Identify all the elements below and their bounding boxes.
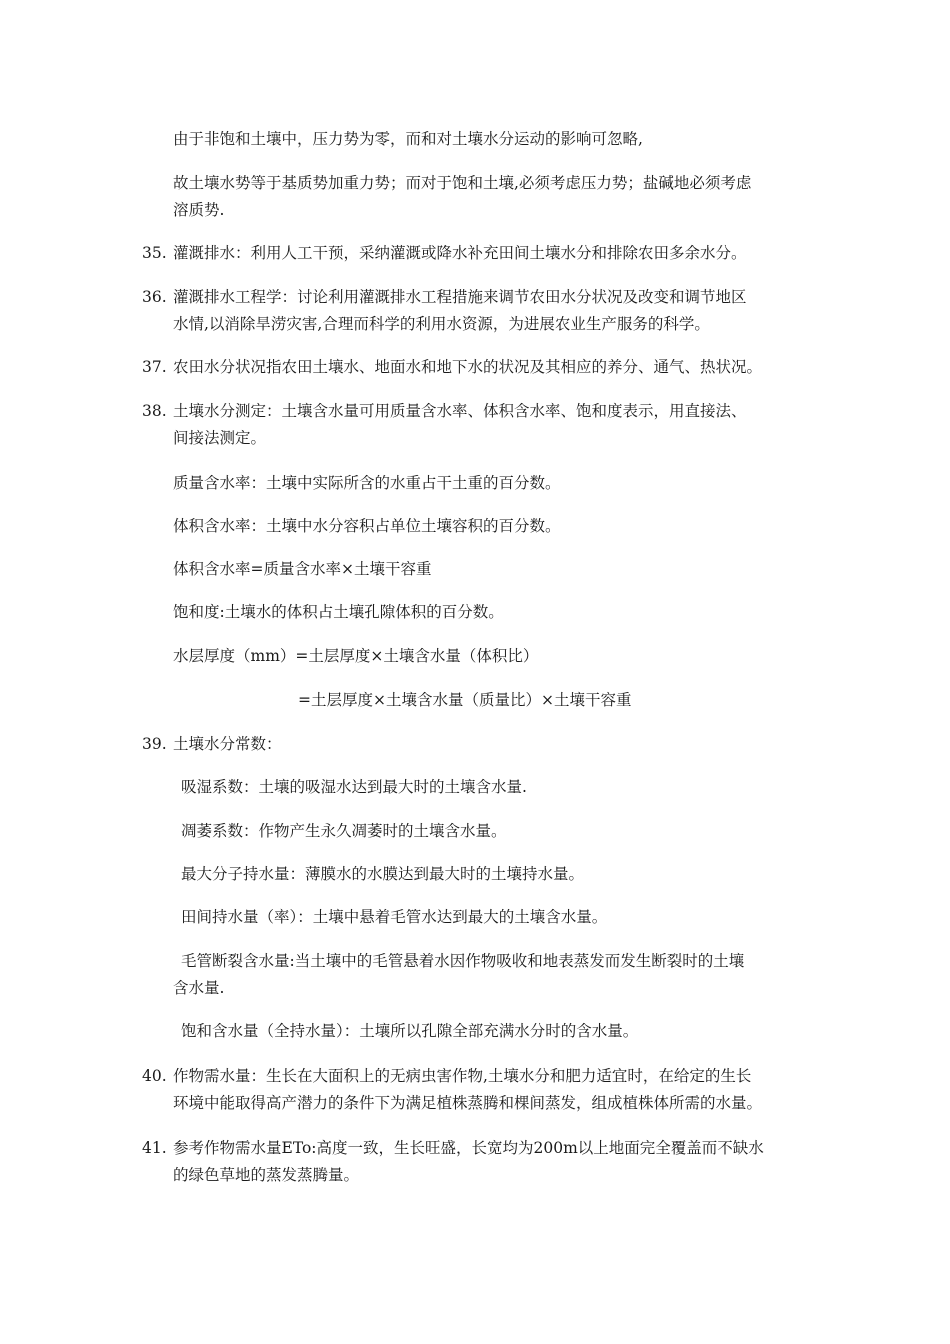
item-text: 凋萎系数：作物产生永久凋萎时的土壤含水量。 — [181, 822, 507, 840]
item-text: 饱和度:土壤水的体积占土壤孔隙体积的百分数。 — [173, 603, 504, 621]
item-text: 灌溉排水工程学：讨论利用灌溉排水工程措施来调节农田水分状况及改变和调节地区 — [173, 288, 747, 306]
item-number: 35. — [142, 244, 167, 262]
item-text: 吸湿系数：土壤的吸湿水达到最大时的土壤含水量. — [181, 778, 527, 796]
item-number: 37. — [142, 358, 167, 376]
item-text: 土壤水分常数： — [173, 735, 282, 753]
formula-text: 体积含水率=质量含水率×土壤干容重 — [173, 560, 432, 578]
paragraph-text: 溶质势. — [173, 201, 225, 219]
item-text: 质量含水率：土壤中实际所含的水重占干土重的百分数。 — [173, 474, 561, 492]
item-text: 作物需水量：生长在大面积上的无病虫害作物,土壤水分和肥力适宜时，在给定的生长 — [173, 1067, 752, 1085]
item-number: 38. — [142, 402, 167, 420]
item-text: 农田水分状况指农田土壤水、地面水和地下水的状况及其相应的养分、通气、热状况。 — [173, 358, 763, 376]
item-number: 39. — [142, 735, 167, 753]
item-text: 田间持水量（率）：土壤中悬着毛管水达到最大的土壤含水量。 — [181, 908, 608, 926]
item-text: 土壤水分测定：土壤含水量可用质量含水率、体积含水率、饱和度表示，用直接法、 — [173, 402, 747, 420]
item-text: 的绿色草地的蒸发蒸腾量。 — [173, 1166, 360, 1184]
item-text: 间接法测定。 — [173, 429, 267, 447]
item-text: 水情,以消除旱涝灾害,合理而科学的利用水资源，为进展农业生产服务的科学。 — [173, 315, 710, 333]
item-text: 环境中能取得高产潜力的条件下为满足植株蒸腾和棵间蒸发，组成植株体所需的水量。 — [173, 1094, 763, 1112]
formula-text: =土层厚度×土壤含水量（质量比）×土壤干容重 — [298, 691, 632, 709]
paragraph-text: 故土壤水势等于基质势加重力势；而对于饱和土壤,必须考虑压力势；盐碱地必须考虑 — [173, 174, 752, 192]
formula-text: 水层厚度（mm）=土层厚度×土壤含水量（体积比） — [173, 647, 539, 665]
item-text: 体积含水率：土壤中水分容积占单位土壤容积的百分数。 — [173, 517, 561, 535]
item-text: 毛管断裂含水量:当土壤中的毛管悬着水因作物吸收和地表蒸发而发生断裂时的土壤 — [181, 952, 745, 970]
item-number: 36. — [142, 288, 167, 306]
item-text: 参考作物需水量ETo:高度一致，生长旺盛，长宽均为200m以上地面完全覆盖而不缺水 — [173, 1139, 764, 1157]
item-text: 灌溉排水：利用人工干预，采纳灌溉或降水补充田间土壤水分和排除农田多余水分。 — [173, 244, 747, 262]
paragraph-text: 由于非饱和土壤中，压力势为零，而和对土壤水分运动的影响可忽略, — [173, 130, 643, 148]
item-number: 40. — [142, 1067, 167, 1085]
item-number: 41. — [142, 1139, 167, 1157]
item-text: 含水量. — [173, 979, 225, 997]
item-text: 饱和含水量（全持水量）：土壤所以孔隙全部充满水分时的含水量。 — [181, 1022, 639, 1040]
item-text: 最大分子持水量：薄膜水的水膜达到最大时的土壤持水量。 — [181, 865, 585, 883]
